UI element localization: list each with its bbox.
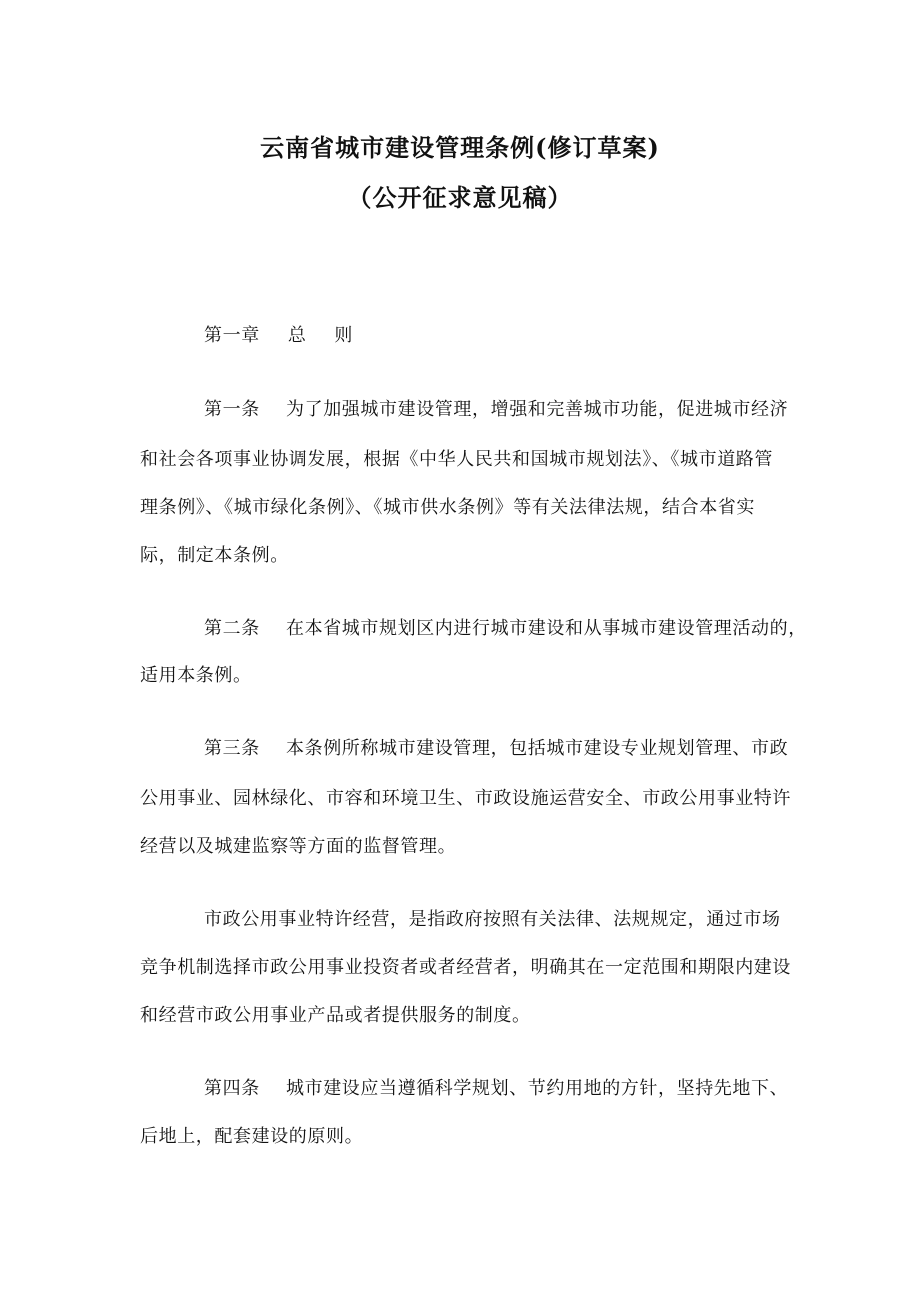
article-3-line-2: 公用事业、园林绿化、市容和环境卫生、市政设施运营安全、市政公用事业特许 — [140, 788, 791, 809]
article-1-label: 第一条 — [204, 399, 260, 420]
document-subtitle: （公开征求意见稿） — [347, 183, 573, 212]
article-3-para-2-line-3: 和经营市政公用事业产品或者提供服务的制度。 — [140, 1005, 531, 1026]
chapter-word-2: 则 — [334, 325, 354, 346]
article-3-text-1: 本条例所称城市建设管理，包括城市建设专业规划管理、市政 — [286, 738, 789, 759]
article-1-line-3: 理条例》、《城市绿化条例》、《城市供水条例》等有关法律法规，结合本省实 — [140, 497, 755, 518]
document-title: 云南省城市建设管理条例(修订草案) — [260, 133, 660, 162]
article-1-line-1 — [204, 398, 788, 422]
article-4-line-1 — [204, 1077, 788, 1101]
chapter-heading — [204, 324, 353, 348]
article-3-para-2-line-2: 竞争机制选择市政公用事业投资者或者经营者，明确其在一定范围和期限内建设 — [140, 957, 791, 978]
article-3-line-1 — [204, 737, 788, 761]
article-2-line-1 — [204, 617, 807, 641]
article-2-text-1: 在本省城市规划区内进行城市建设和从事城市建设管理活动的， — [286, 618, 807, 639]
chapter-word-1: 总 — [287, 325, 307, 346]
chapter-number: 第一章 — [204, 325, 260, 346]
article-3-label: 第三条 — [204, 738, 260, 759]
article-2-line-2: 适用本条例。 — [140, 665, 252, 686]
article-1-line-4: 际，制定本条例。 — [140, 545, 289, 566]
article-3-line-3: 经营以及城建监察等方面的监督管理。 — [140, 836, 457, 857]
article-1-text-1: 为了加强城市建设管理，增强和完善城市功能，促进城市经济 — [286, 399, 789, 420]
article-1-line-2: 和社会各项事业协调发展，根据《中华人民共和国城市规划法》、《城市道路管 — [140, 449, 773, 470]
article-4-label: 第四条 — [204, 1078, 260, 1099]
article-4-line-2: 后地上，配套建设的原则。 — [140, 1126, 364, 1147]
article-4-text-1: 城市建设应当遵循科学规划、节约用地的方针，坚持先地下、 — [286, 1078, 789, 1099]
article-2-label: 第二条 — [204, 618, 260, 639]
article-3-para-2-line-1: 市政公用事业特许经营，是指政府按照有关法律、法规规定，通过市场 — [204, 909, 781, 930]
